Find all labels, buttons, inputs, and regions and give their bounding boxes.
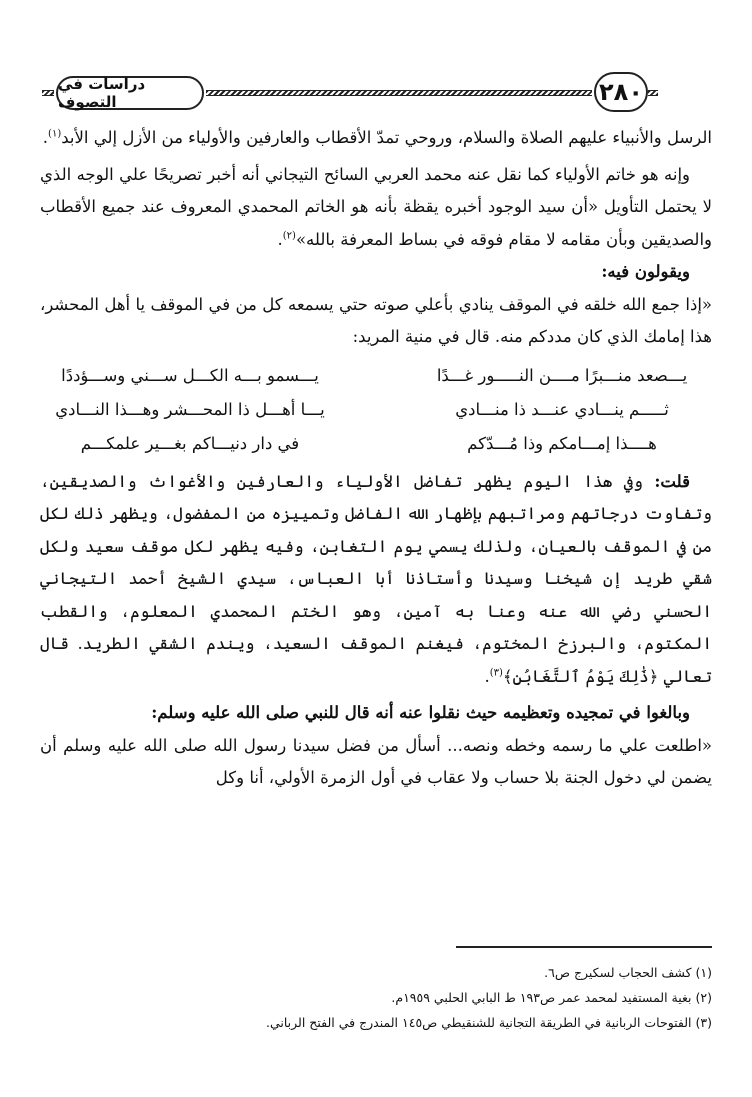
paragraph-1-end: . bbox=[42, 128, 49, 147]
footnote-separator bbox=[456, 946, 712, 948]
header-rope-right bbox=[648, 90, 658, 96]
footnote-3: (٣) الفتوحات الربانية في الطريقة التجانية للشنقيطي ص١٤٥ المندرج في الفتح الرباني. bbox=[265, 1015, 712, 1030]
footnote-2: (٢) بغية المستفيد لمحمد عمر ص١٩٣ ط البابي الحلبي ١٩٥٩م. bbox=[391, 990, 712, 1005]
poem-hemistich-right: يـــصعد منـــبرًا مــــن النـــــور غـــدًا bbox=[436, 366, 688, 386]
poem-hemistich-left: في دار دنيـــاكم بغـــير علمكـــم bbox=[80, 434, 300, 454]
poem-verse bbox=[40, 428, 712, 462]
poem-hemistich-right: ثـــــم ينـــادي عنـــد ذا منـــادي bbox=[455, 400, 669, 420]
paragraph-4 bbox=[40, 466, 712, 694]
paragraph-5-heading: وبالغوا في تمجيده وتعظيمه حيث نقلوا عنه أنه قال للنبي صلى الله عليه وسلم: bbox=[151, 703, 690, 722]
paragraph-2-text: وإنه هو خاتم الأولياء كما نقل عنه محمد العربي السائح التيجاني أنه أخبر تصريحًا علي الوجه الذي لا يحتمل التأويل «أن سيد الوجود أخبره يقظة بأنه هو الخاتم المحمدي المعروف عند جميع الأقطاب والصديقين وبأن مقامه لا مقام فوقه في بساط المعرفة بالله» bbox=[40, 164, 712, 249]
page-number: ٢٨٠ bbox=[594, 72, 648, 112]
footnote-ref-2: (٢) bbox=[282, 230, 296, 241]
paragraph-4-label: قلت: bbox=[654, 471, 690, 491]
poem-verse bbox=[40, 360, 712, 394]
header-rope-middle bbox=[206, 90, 592, 96]
page-header bbox=[42, 70, 714, 114]
header-rope-left bbox=[42, 90, 54, 96]
footnote-ref-1: (١) bbox=[48, 128, 62, 140]
paragraph-3: «إذا جمع الله خلقه في الموقف ينادي بأعلي صوته حتي يسمعه كل من في الموقف يا أهل المحشر، هذا إمامك الذي كان مددكم منه. قال في منية المريد: bbox=[40, 294, 712, 346]
paragraph-2-end: . bbox=[277, 229, 283, 249]
paragraph-1-text: الرسل والأنبياء عليهم الصلاة والسلام، وروحي تمدّ الأقطاب والعارفين والأولياء من الأزل إلي الأبد bbox=[61, 128, 712, 147]
paragraph-4-end: . bbox=[484, 666, 490, 686]
footnote-1: (١) كشف الحجاب لسكيرج ص٦. bbox=[544, 965, 712, 980]
poem-hemistich-right: هــــذا إمـــامكم وذا مُـــدّكم bbox=[467, 434, 657, 454]
poem-hemistich-left: يـــسمو بـــه الكـــل ســـني وســـؤددًا bbox=[61, 366, 319, 386]
book-title: دراسات في التصوف bbox=[56, 76, 204, 110]
main-text bbox=[40, 122, 712, 795]
paragraph-2 bbox=[40, 159, 712, 257]
heading-they-say: ويقولون فيه: bbox=[601, 262, 690, 281]
paragraph-4-text: وفي هذا اليوم يظهر تفاضل الأولياء والعارفين والأغواث والصديقين، وتفاوت درجاتهم ومراتبهم بإظهار الله الفاضل وتمييزه من المفضول، ويظهر ذلك لكل من في الموقف بالعيان، ولذلك يسمي يوم التغابن، وفيه يظهر لكل موقف سعيد ولكل شقي طريد إن شيخنا وسيدنا وأستاذنا أبا العباس، سيدي الشيخ أحمد التيجاني الحسني رضي الله عنه وعنا به آمين، وهو الختم المحمدي المعلوم، والقطب المكتوم، والبرزخ المختوم، فيغنم الموقف السعيد، ويندم الشقي الطريد. قال تعالي ﴿ذَٰلِكَ يَوْمُ ٱلتَّغَابُنِ﴾ bbox=[40, 471, 712, 686]
paragraph-5: «اطلعت علي ما رسمه وخطه ونصه... أسأل من فضل سيدنا رسول الله صلى الله عليه وسلم أن يضمن لي دخول الجنة بلا حساب ولا عقاب في أول الزمرة الأولي، أنا وكل bbox=[40, 735, 712, 787]
poem-hemistich-left: يـــا أهـــل ذا المحـــشر وهـــذا النـــادي bbox=[55, 400, 325, 420]
paragraph-1 bbox=[40, 122, 712, 155]
footnotes bbox=[40, 960, 712, 1035]
poem bbox=[40, 360, 712, 462]
poem-verse bbox=[40, 394, 712, 428]
footnote-ref-3: (٣) bbox=[489, 667, 503, 678]
